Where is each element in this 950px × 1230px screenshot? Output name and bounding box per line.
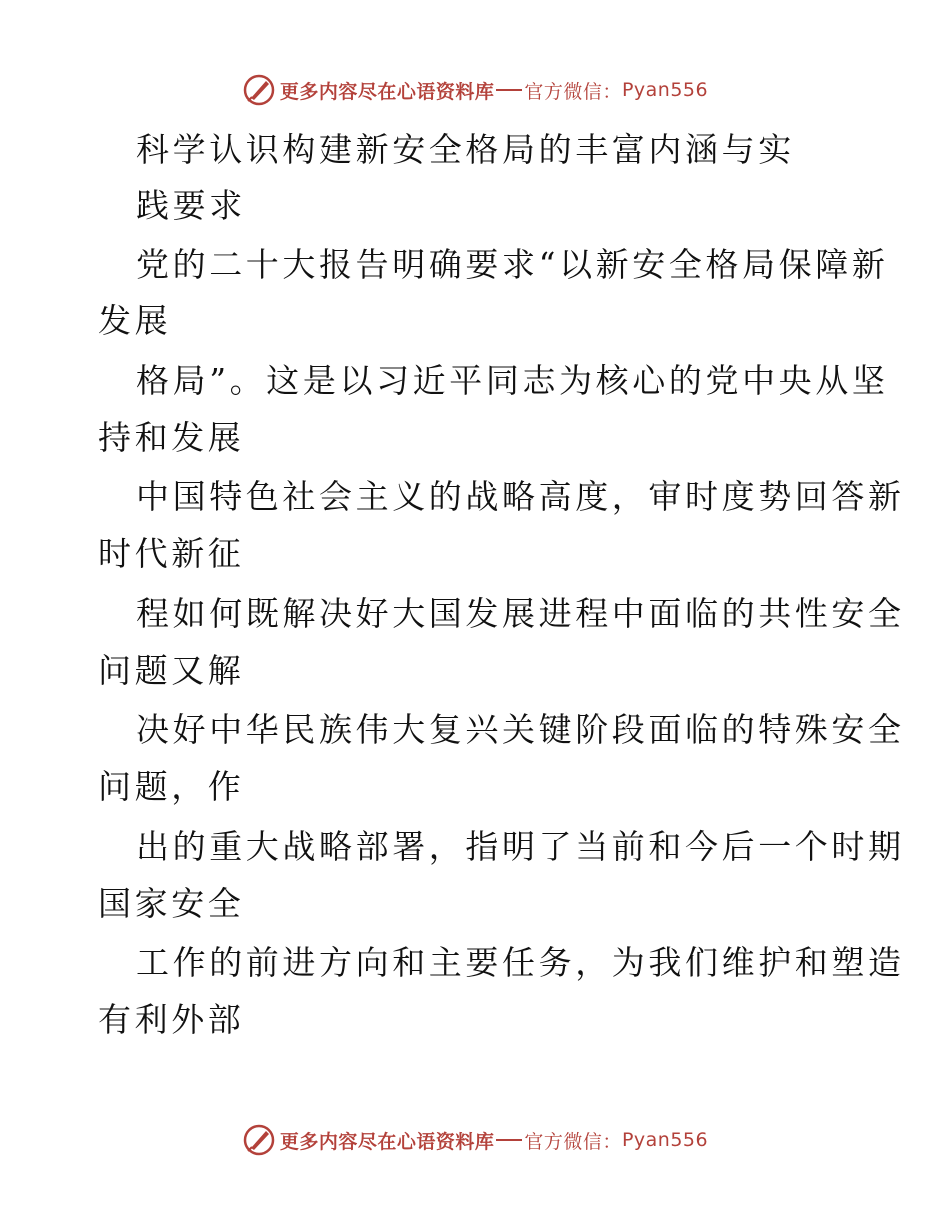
banner-separator <box>496 89 522 91</box>
text-line: 践要求 <box>136 186 246 225</box>
text-line: 问题又解 <box>98 651 245 690</box>
text-line: 国家安全 <box>98 884 245 923</box>
banner-wechat-id: Pyan556 <box>621 1129 709 1151</box>
text-line: 问题，作 <box>98 767 245 806</box>
text-line: 发展 <box>98 301 172 340</box>
banner-main-text: 更多内容尽在心语资料库 <box>279 80 495 103</box>
text-line: 科学认识构建新安全格局的丰富内涵与实 <box>136 130 795 169</box>
text-line: 持和发展 <box>98 418 245 457</box>
text-line: 格局”。这是以习近平同志为核心的党中央从坚 <box>136 361 889 400</box>
text-line: 党的二十大报告明确要求“以新安全格局保障新 <box>136 245 889 284</box>
quill-logo-icon <box>242 73 276 107</box>
quill-logo-icon <box>242 1123 276 1157</box>
text-line: 时代新征 <box>98 534 245 573</box>
banner-wechat-label: 官方微信： <box>524 1130 622 1153</box>
text-line: 决好中华民族伟大复兴关键阶段面临的特殊安全 <box>136 710 905 749</box>
footer-banner <box>0 1122 950 1158</box>
text-line: 有利外部 <box>98 1000 245 1039</box>
text-line: 程如何既解决好大国发展进程中面临的共性安全 <box>136 594 905 633</box>
header-banner <box>0 72 950 108</box>
text-line: 中国特色社会主义的战略高度，审时度势回答新 <box>136 477 905 516</box>
banner-wechat-label: 官方微信： <box>524 80 622 103</box>
text-line: 工作的前进方向和主要任务，为我们维护和塑造 <box>136 943 905 982</box>
banner-separator <box>496 1139 522 1141</box>
text-line: 出的重大战略部署，指明了当前和今后一个时期 <box>136 827 905 866</box>
banner-main-text: 更多内容尽在心语资料库 <box>279 1130 495 1153</box>
banner-wechat-id: Pyan556 <box>621 79 709 101</box>
